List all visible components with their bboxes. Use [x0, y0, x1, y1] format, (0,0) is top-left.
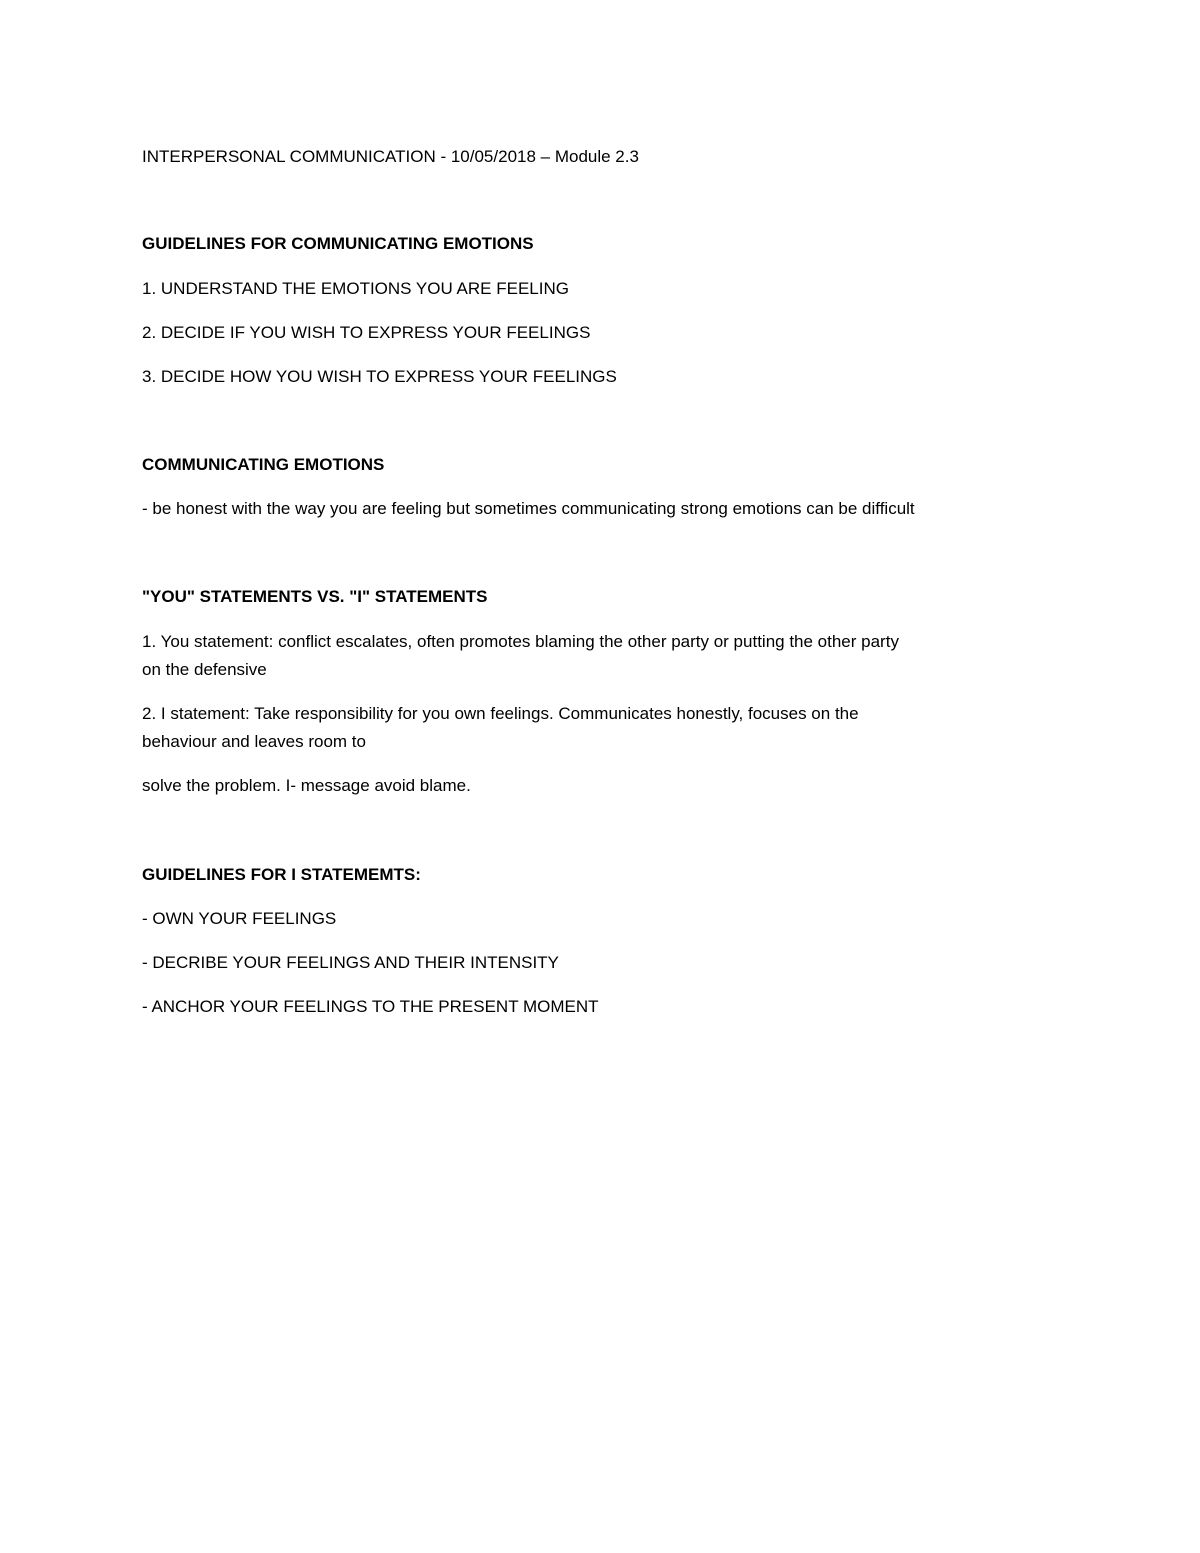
section-heading-guidelines-i-statements: GUIDELINES FOR I STATEMEMTS: [142, 865, 421, 884]
list-item: 2. DECIDE IF YOU WISH TO EXPRESS YOUR FEELINGS [142, 323, 591, 342]
list-item: - DECRIBE YOUR FEELINGS AND THEIR INTENSITY [142, 953, 559, 972]
section-heading-communicating-emotions: COMMUNICATING EMOTIONS [142, 455, 385, 474]
list-item: - ANCHOR YOUR FEELINGS TO THE PRESENT MOMENT [142, 997, 599, 1016]
list-item-line: behaviour and leaves room to [142, 732, 366, 751]
document-header: INTERPERSONAL COMMUNICATION - 10/05/2018 – Module 2.3 [142, 147, 639, 166]
list-item: - OWN YOUR FEELINGS [142, 909, 337, 928]
section-heading-you-vs-i-statements: "YOU" STATEMENTS VS. "I" STATEMENTS [142, 587, 488, 606]
list-item-line: 2. I statement: Take responsibility for you own feelings. Communicates honestly, focuses on the [142, 704, 859, 723]
list-item-line: 1. You statement: conflict escalates, often promotes blaming the other party or putting the other party [142, 632, 899, 651]
list-item-line: on the defensive [142, 660, 267, 679]
paragraph: - be honest with the way you are feeling but sometimes communicating strong emotions can be difficult [142, 499, 915, 518]
list-item: 1. UNDERSTAND THE EMOTIONS YOU ARE FEELING [142, 279, 569, 298]
list-item: 3. DECIDE HOW YOU WISH TO EXPRESS YOUR FEELINGS [142, 367, 617, 386]
section-heading-guidelines-emotions: GUIDELINES FOR COMMUNICATING EMOTIONS [142, 234, 534, 253]
paragraph: solve the problem. I- message avoid blame. [142, 776, 471, 795]
